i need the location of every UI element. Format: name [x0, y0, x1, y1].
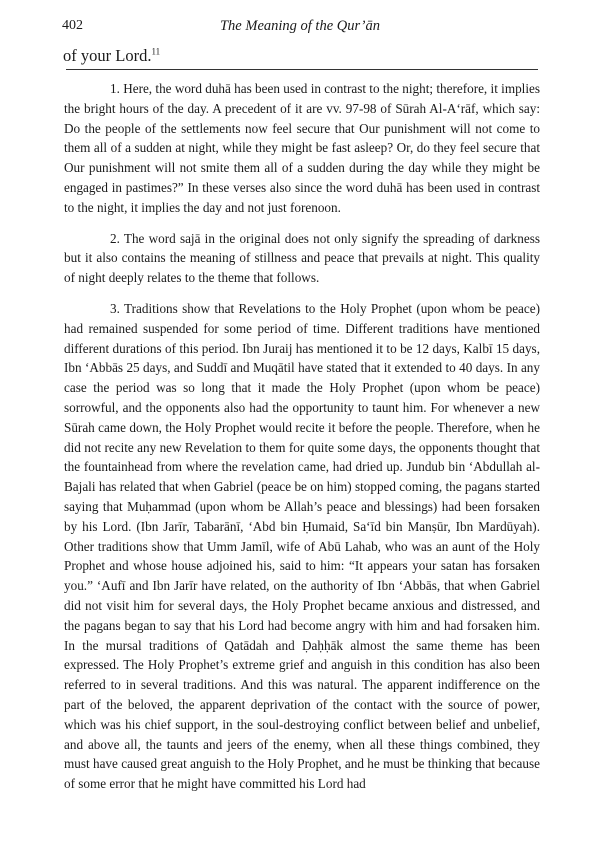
- notes-section: [64, 79, 540, 805]
- running-head: [62, 18, 538, 36]
- book-title: The Meaning of the Qur’ān: [219, 18, 381, 34]
- note-paragraph-2: 2. The word sajā in the original does not only signify the spreading of darkness but it also contains the meaning of stillness and peace that prevails at night. This quality of night deeply relates to the theme that follows.: [64, 230, 540, 286]
- footnote-reference: 11: [151, 46, 161, 57]
- note-paragraph-3: 3. Traditions show that Revelations to the Holy Prophet (upon whom be peace) had remained suspended for some period of time. Different traditions have mentioned different durations of this period. Ibn Juraij has mentioned it to be 12 days, Kalbī 15 days, Ibn ‘Abbās 25 days, and Suddī and Muqātil have stated that it extended to 40 days. In any case the period was so long that it made the Holy Prophet (upon whom be peace) sorrowful, and the opponents also had the opportunity to taunt him. For whenever a new Sūrah came down, the Holy Prophet would recite it before the people. Therefore, when he did not recite any new Revelation to them for quite some days, the opponents thought that the fountainhead from where the revelation came, had dried up. Jundub bin ‘Abdullah al-Bajali has related that when Gabriel (peace be on him) stopped coming, the pagans started saying that Muḥammad (upon whom be Allah’s peace and blessings) had been forsaken by his Lord. (Ibn Jarīr, Tabarānī, ‘Abd bin Ḥumaid, Sa‘īd bin Manṣūr, Ibn Mardūyah). Other traditions show that Umm Jamīl, wife of Abū Lahab, who was an aunt of the Holy Prophet and whose house adjoined his, said to him: “It appears your satan has forsaken you.” ‘Aufī and Ibn Jarīr have related, on the authority of Ibn ‘Abbās, that when Gabriel did not visit him for several days, the Holy Prophet became anxious and distressed, and the pagans began to say that his Lord had become angry with him and had forsaken him. In the mursal traditions of Qatādah and Ḍaḥḥāk almost the same theme has been expressed. The Holy Prophet’s extreme grief and anguish in this condition has also been referred to in several traditions. And this was natural. The apparent indifference on the part of the beloved, the apparent deprivation of the contact with the source of power, which was his chief support, in the soul-destroying conflict between belief and unbelief, and above all, the taunts and jeers of the enemy, when all these things combined, they must have caused great anguish to the Holy Prophet, and he must be thinking that because of some error that he might have committed his Lord had: [64, 300, 540, 792]
- note-paragraph-1: 1. Here, the word duhā has been used in contrast to the night; therefore, it implies the bright hours of the day. A precedent of it are vv. 97-98 of Sūrah Al-A‘rāf, which say: Do the people of the settlements now feel secure that Our punishment will not come to them all of a sudden at night, while they might be fast asleep? Or, do they feel secure that Our punishment will not smite them all of a sudden during the day while they might be engaged in pastimes?” In these verses also since the word duhā has been used in contrast to the night, it implies the day and not just forenoon.: [64, 81, 540, 215]
- continuation-body: of your Lord.: [63, 46, 152, 65]
- page-number: 402: [62, 18, 83, 33]
- footnote-divider: [66, 69, 538, 70]
- continuation-text: [63, 46, 160, 66]
